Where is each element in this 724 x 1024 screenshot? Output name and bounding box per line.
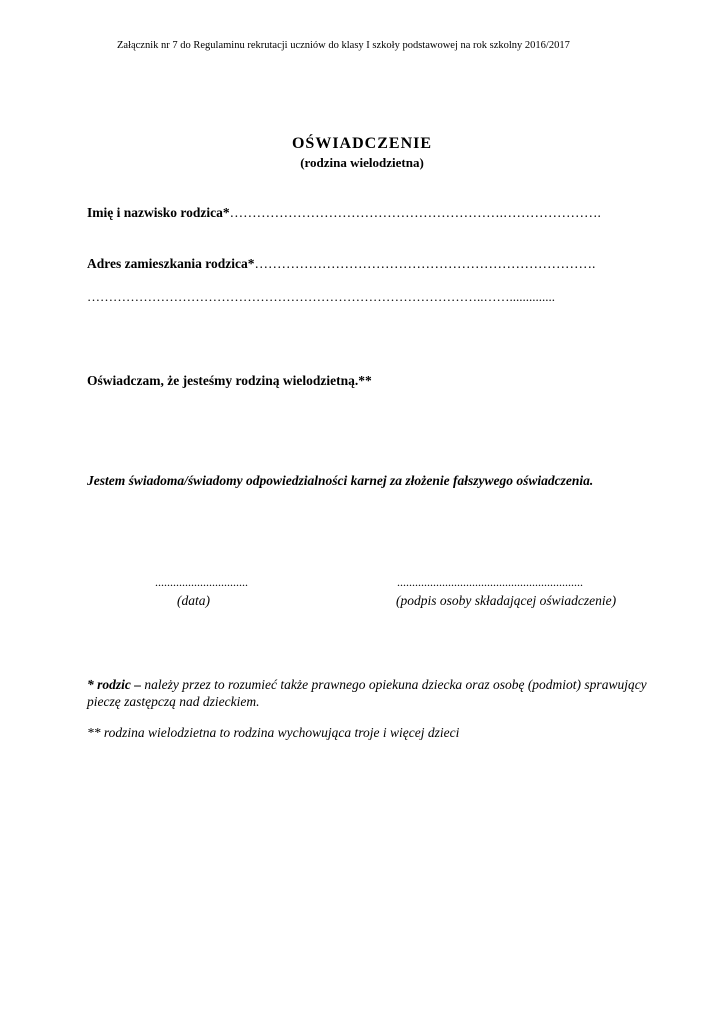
parent-name-field[interactable] <box>87 205 601 221</box>
footnote-parent-marker: * rodzic – <box>87 677 141 692</box>
declaration-statement: Oświadczam, że jesteśmy rodziną wielodzietną.** <box>87 373 372 388</box>
footnote-large-family-definition: ** rodzina wielodzietna to rodzina wychowująca troje i więcej dzieci <box>87 725 460 740</box>
date-label: (data) <box>177 593 210 608</box>
footnote-parent-text: należy przez to rozumieć także prawnego opiekuna dziecka oraz osobę (podmiot) sprawujący pieczę zastępczą nad dzieckiem. <box>87 677 647 709</box>
parent-name-label: Imię i nazwisko rodzica* <box>87 205 230 220</box>
document-title: OŚWIADCZENIE <box>291 135 433 152</box>
footnote-parent-definition <box>87 676 647 710</box>
address-fill-line[interactable]: …………………………………………………………………. <box>254 256 596 271</box>
header-note: Załącznik nr 7 do Regulaminu rekrutacji uczniów do klasy I szkoły podstawowej na rok szkolny 2016/2017 <box>117 40 570 51</box>
document-subtitle: (rodzina wielodzietna) <box>300 155 424 170</box>
signature-fill-line[interactable]: .............................................................. <box>397 575 583 589</box>
signature-label: (podpis osoby składającej oświadczenie) <box>396 593 617 608</box>
address-label: Adres zamieszkania rodzica* <box>87 256 255 271</box>
address-field[interactable] <box>87 256 595 272</box>
date-fill-line[interactable]: ............................... <box>155 575 248 589</box>
address-fill-line-2[interactable]: ………………………………………………………………………………..…….............. <box>87 289 555 304</box>
parent-name-fill-line[interactable]: …………………………………………………….…………………. <box>229 205 601 220</box>
awareness-statement: Jestem świadoma/świadomy odpowiedzialności karnej za złożenie fałszywego oświadczenia. <box>87 473 594 488</box>
